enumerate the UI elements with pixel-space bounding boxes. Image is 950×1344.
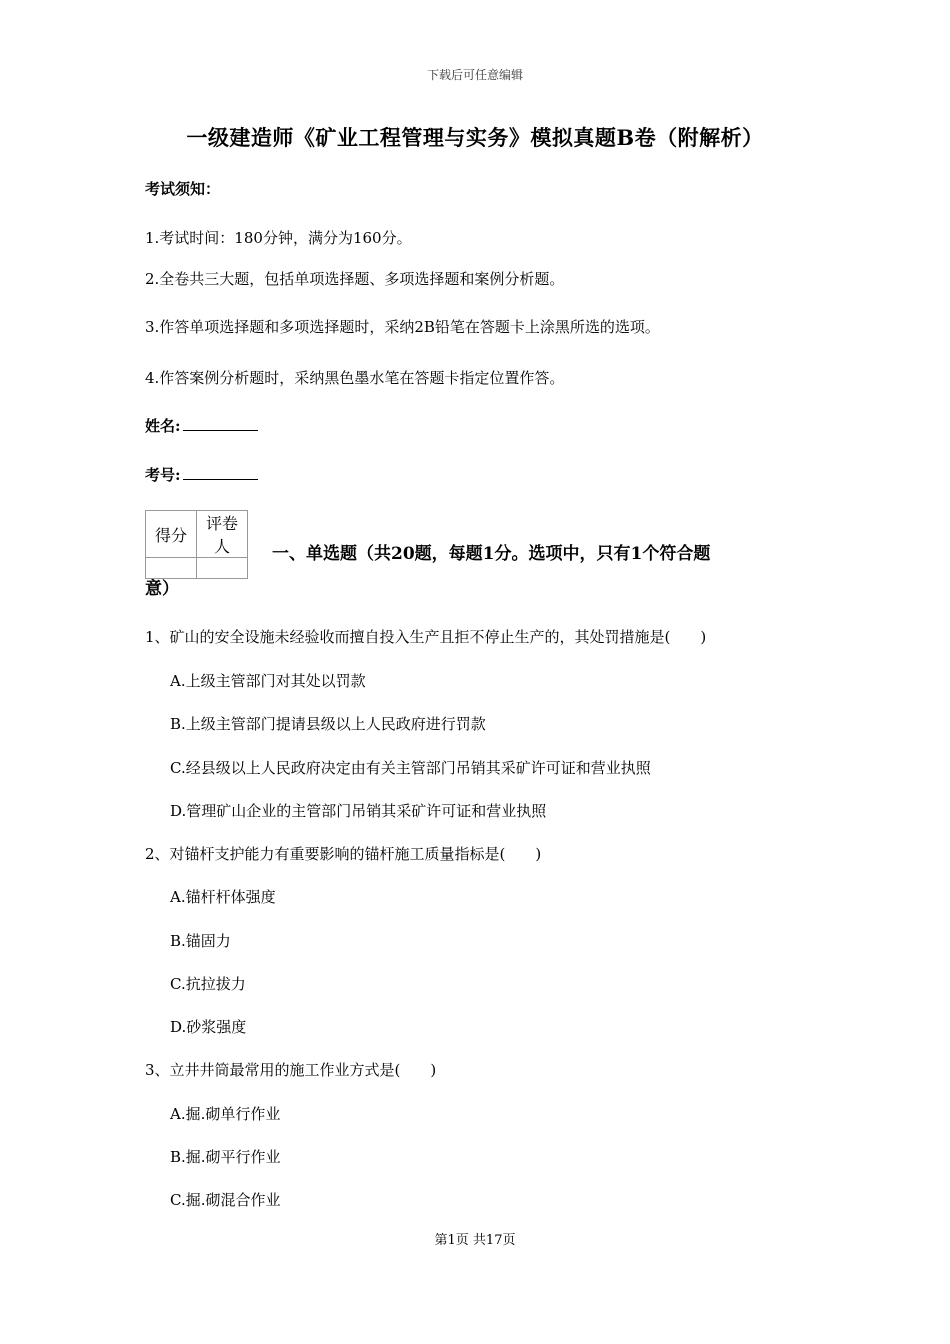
- notice-item-3: 3.作答单项选择题和多项选择题时，采纳2B铅笔在答题卡上涂黑所选的选项。: [145, 318, 660, 336]
- question-3-option-c: C.掘.砌混合作业: [170, 1191, 281, 1209]
- question-3-stem: 3、立井井筒最常用的施工作业方式是( ): [145, 1061, 437, 1079]
- notice-heading: 考试须知：: [145, 180, 221, 198]
- question-2-stem: 2、对锚杆支护能力有重要影响的锚杆施工质量指标是( ): [145, 845, 542, 863]
- question-1-stem: 1、矿山的安全设施未经验收而擅自投入生产且拒不停止生产的，其处罚措施是( ): [145, 628, 707, 646]
- question-2-option-c: C.抗拉拔力: [170, 975, 246, 993]
- notice-item-1: 1.考试时间：180分钟，满分为160分。: [145, 229, 412, 247]
- question-3-option-b: B.掘.砌平行作业: [170, 1148, 281, 1166]
- grader-cell: [197, 558, 248, 579]
- question-1-option-b: B.上级主管部门提请县级以上人民政府进行罚款: [170, 715, 486, 733]
- name-label: 姓名:: [145, 417, 181, 435]
- header-note: 下载后可任意编辑: [426, 68, 523, 82]
- name-blank: [183, 416, 258, 431]
- exam-number-field: [145, 464, 258, 485]
- page-footer: 第1页 共17页: [434, 1233, 516, 1248]
- question-2-option-a: A.锚杆杆体强度: [170, 888, 276, 906]
- grader-header: 评卷人: [197, 511, 248, 558]
- score-table: [145, 510, 248, 579]
- question-1-option-a: A.上级主管部门对其处以罚款: [170, 672, 366, 690]
- document-title: 一级建造师《矿业工程管理与实务》模拟真题B卷（附解析）: [186, 125, 764, 150]
- section-heading-line1: 一、单选题（共20题，每题1分。选项中，只有1个符合题: [272, 544, 711, 564]
- exam-number-blank: [183, 465, 258, 480]
- score-header: 得分: [146, 511, 197, 558]
- notice-item-4: 4.作答案例分析题时，采纳黑色墨水笔在答题卡指定位置作答。: [145, 369, 565, 387]
- question-1-option-c: C.经县级以上人民政府决定由有关主管部门吊销其采矿许可证和营业执照: [170, 759, 651, 777]
- question-3-option-a: A.掘.砌单行作业: [170, 1105, 281, 1123]
- question-1-option-d: D.管理矿山企业的主管部门吊销其采矿许可证和营业执照: [170, 802, 547, 820]
- question-2-option-d: D.砂浆强度: [170, 1018, 247, 1036]
- question-2-option-b: B.锚固力: [170, 932, 231, 950]
- name-field: [145, 415, 258, 436]
- exam-number-label: 考号:: [145, 466, 181, 484]
- notice-item-2: 2.全卷共三大题，包括单项选择题、多项选择题和案例分析题。: [145, 270, 565, 288]
- section-heading-line2: 意）: [145, 579, 179, 599]
